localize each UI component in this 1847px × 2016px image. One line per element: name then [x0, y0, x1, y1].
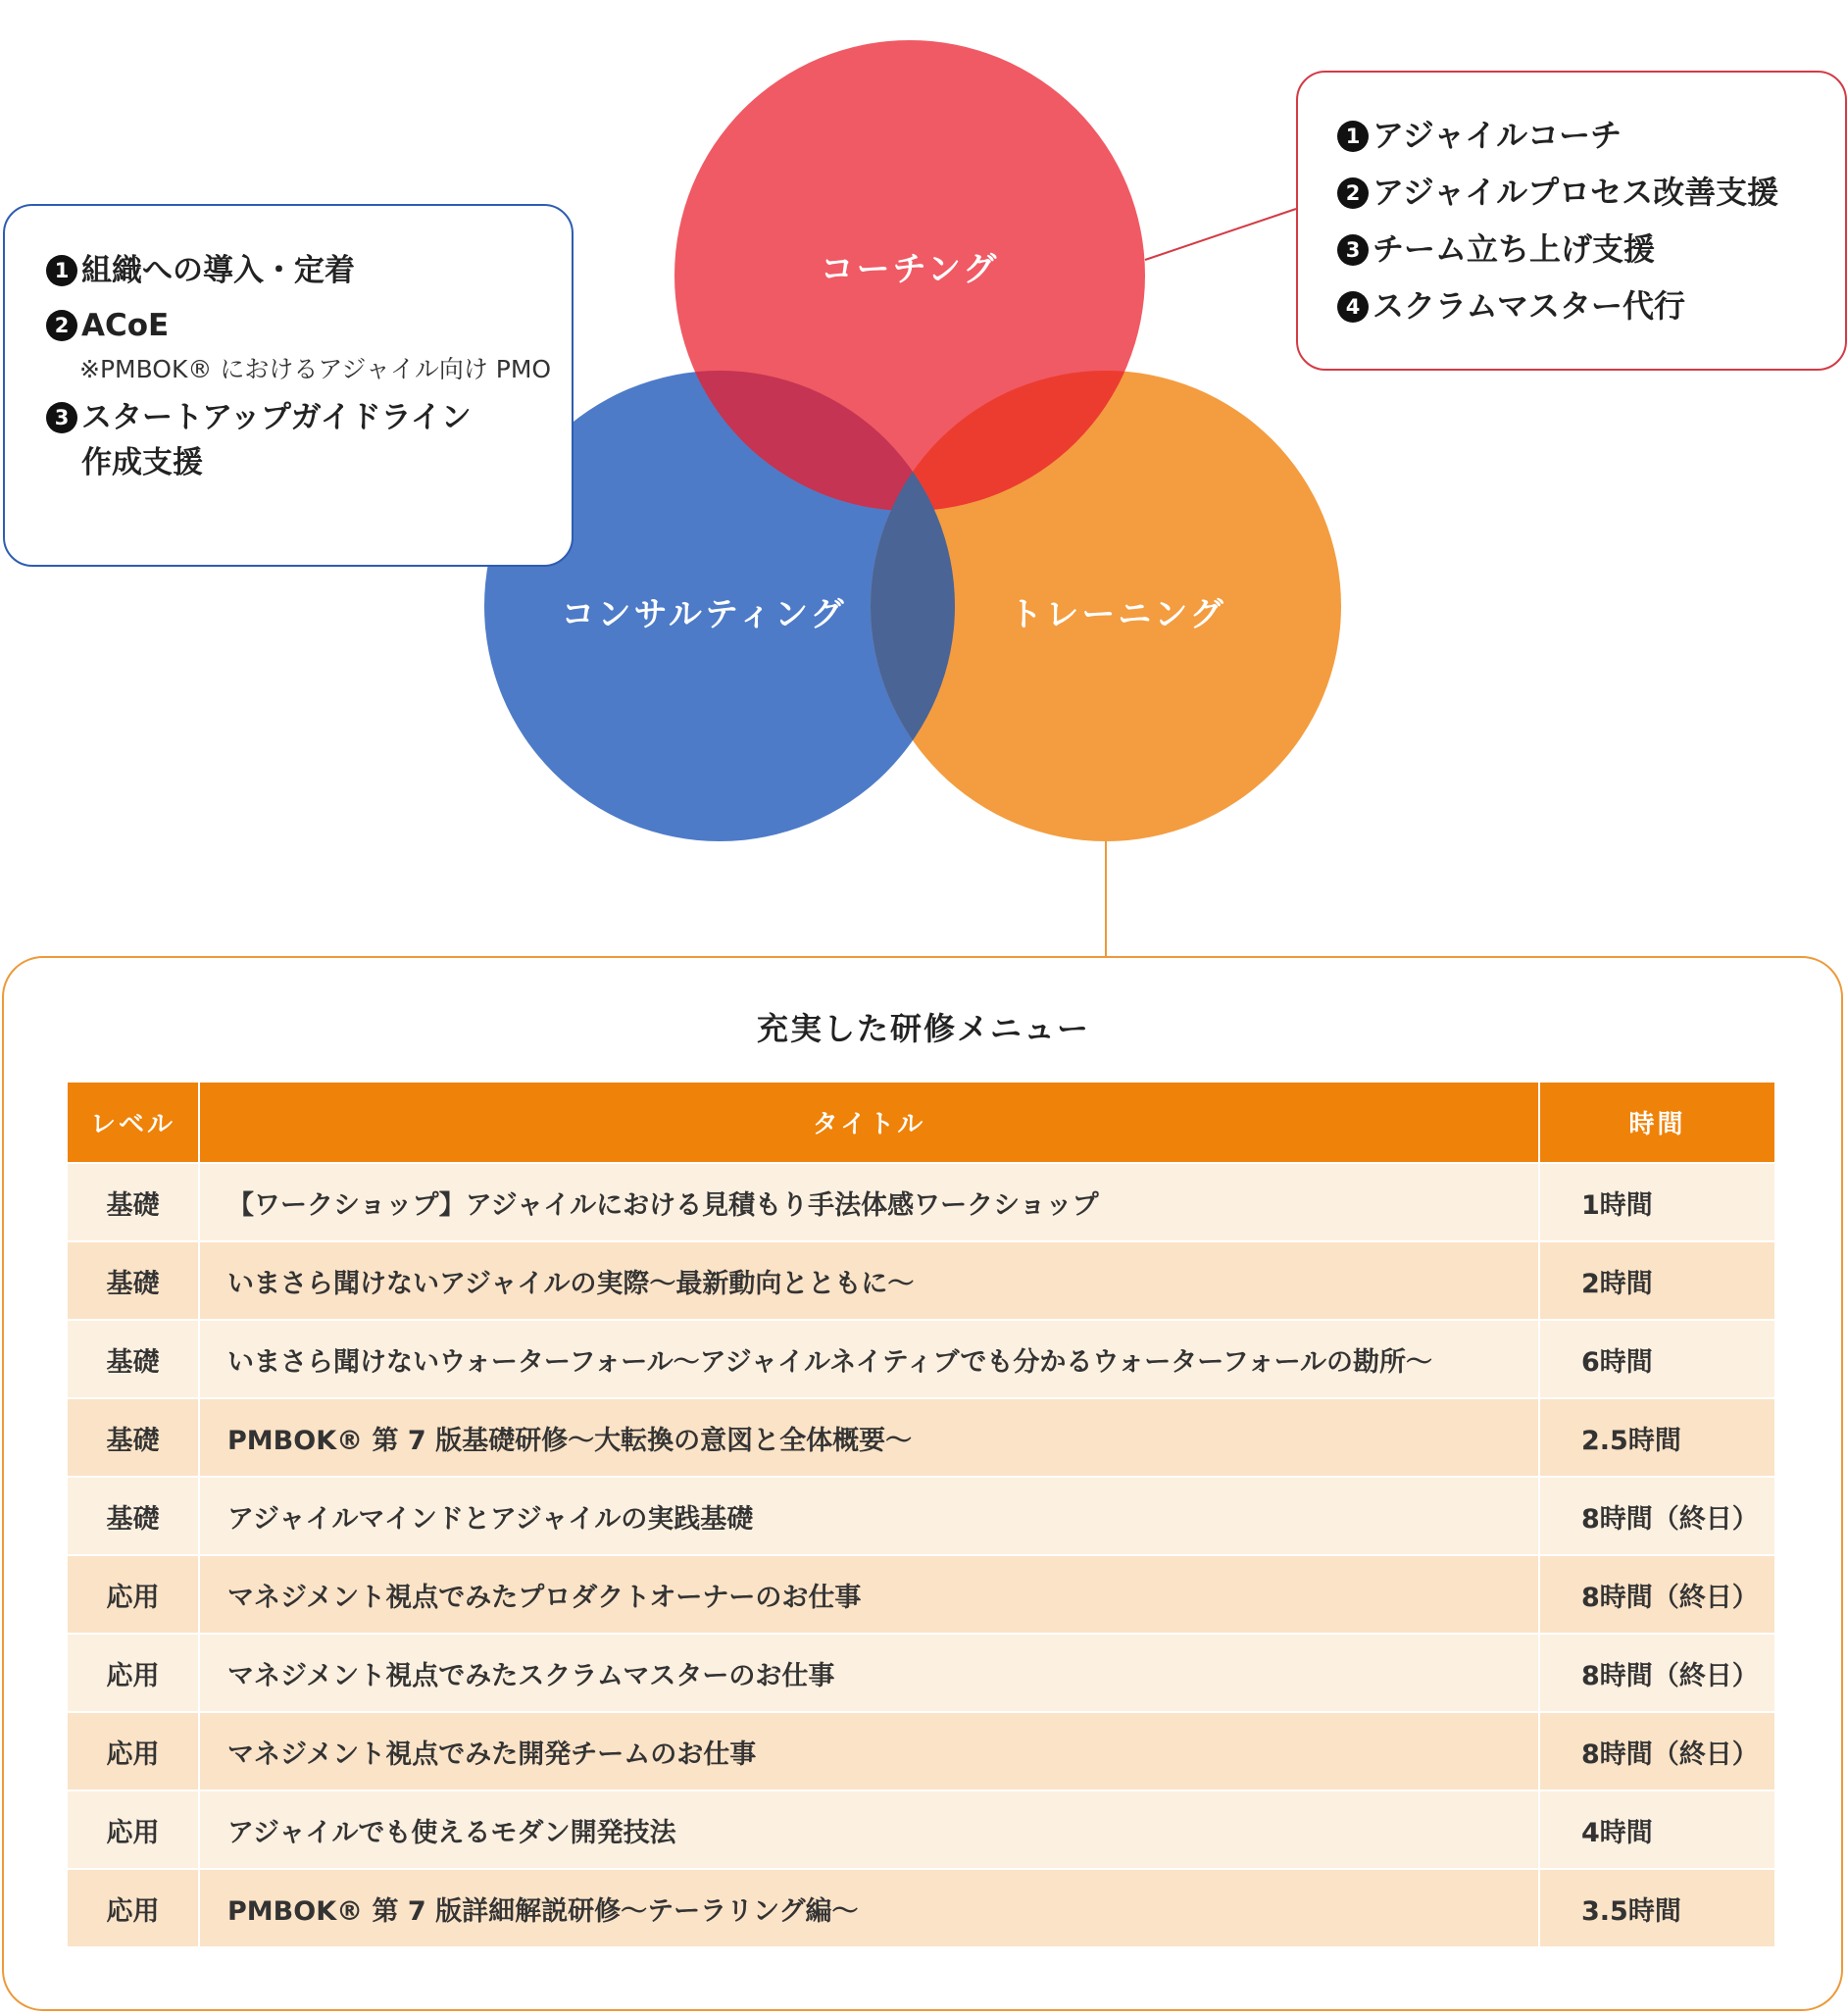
row-time: 8時間（終日）	[1539, 1712, 1774, 1790]
coaching-callout	[1296, 71, 1847, 371]
coaching-item-3-text: チーム立ち上げ支援	[1373, 230, 1656, 268]
training-label: トレーニング	[1009, 595, 1226, 634]
row-level: 基礎	[68, 1320, 199, 1398]
consulting-item-3-continuation: 作成支援	[81, 445, 203, 480]
row-level: 応用	[68, 1790, 199, 1869]
row-title: マネジメント視点でみたプロダクトオーナーのお仕事	[199, 1555, 1539, 1634]
coaching-item-1-text: アジャイルコーチ	[1373, 117, 1622, 154]
training-menu-title: 充実した研修メニュー	[756, 1010, 1090, 1047]
number-badge-icon: 2	[46, 310, 77, 341]
row-level: 基礎	[68, 1398, 199, 1477]
row-time: 8時間（終日）	[1539, 1634, 1774, 1712]
coaching-label: コーチング	[820, 250, 1000, 289]
row-level: 応用	[68, 1555, 199, 1634]
row-time: 2時間	[1539, 1241, 1774, 1320]
consulting-item-2	[46, 306, 572, 345]
column-header-time: 時間	[1539, 1083, 1774, 1163]
table-row	[68, 1398, 1774, 1477]
row-level: 応用	[68, 1869, 199, 1946]
table-row	[68, 1712, 1774, 1790]
coaching-item-1	[1337, 116, 1845, 155]
row-title: アジャイルマインドとアジャイルの実践基礎	[199, 1477, 1539, 1555]
coaching-connector-line	[1145, 209, 1296, 260]
training-menu-table	[68, 1083, 1774, 1946]
number-badge-icon: 1	[1337, 121, 1369, 152]
consulting-item-2-text: ACoE	[81, 308, 170, 343]
row-time: 3.5時間	[1539, 1869, 1774, 1946]
table-row	[68, 1241, 1774, 1320]
row-level: 基礎	[68, 1477, 199, 1555]
consulting-item-2-note: ※PMBOK® におけるアジャイル向け PMO	[79, 355, 552, 383]
table-row	[68, 1869, 1774, 1946]
number-badge-icon: 3	[46, 402, 77, 433]
row-level: 基礎	[68, 1241, 199, 1320]
table-row	[68, 1320, 1774, 1398]
row-level: 応用	[68, 1634, 199, 1712]
consulting-item-1-text: 組織への導入・定着	[81, 253, 355, 288]
number-badge-icon: 3	[1337, 234, 1369, 266]
row-time: 6時間	[1539, 1320, 1774, 1398]
row-title: マネジメント視点でみたスクラムマスターのお仕事	[199, 1634, 1539, 1712]
number-badge-icon: 1	[46, 255, 77, 286]
row-level: 応用	[68, 1712, 199, 1790]
table-row	[68, 1634, 1774, 1712]
table-row	[68, 1790, 1774, 1869]
number-badge-icon: 2	[1337, 177, 1369, 209]
row-time: 4時間	[1539, 1790, 1774, 1869]
consulting-item-1	[46, 251, 572, 290]
coaching-item-3	[1337, 229, 1845, 269]
row-time: 8時間（終日）	[1539, 1477, 1774, 1555]
number-badge-icon: 4	[1337, 291, 1369, 323]
row-time: 2.5時間	[1539, 1398, 1774, 1477]
table-header-row	[68, 1083, 1774, 1163]
consulting-item-3	[46, 398, 572, 437]
row-time: 8時間（終日）	[1539, 1555, 1774, 1634]
table-row	[68, 1555, 1774, 1634]
column-header-title: タイトル	[199, 1083, 1539, 1163]
row-time: 1時間	[1539, 1163, 1774, 1241]
consulting-label: コンサルティング	[561, 595, 847, 634]
coaching-item-4-text: スクラムマスター代行	[1373, 287, 1686, 325]
consulting-item-3-text: スタートアップガイドライン	[81, 400, 472, 435]
row-level: 基礎	[68, 1163, 199, 1241]
row-title: マネジメント視点でみた開発チームのお仕事	[199, 1712, 1539, 1790]
row-title: アジャイルでも使えるモダン開発技法	[199, 1790, 1539, 1869]
row-title: PMBOK® 第 7 版基礎研修〜大転換の意図と全体概要〜	[199, 1398, 1539, 1477]
table-row	[68, 1163, 1774, 1241]
column-header-level: レベル	[68, 1083, 199, 1163]
row-title: 【ワークショップ】アジャイルにおける見積もり手法体感ワークショップ	[199, 1163, 1539, 1241]
table-row	[68, 1477, 1774, 1555]
row-title: PMBOK® 第 7 版詳細解説研修〜テーラリング編〜	[199, 1869, 1539, 1946]
coaching-item-2-text: アジャイルプロセス改善支援	[1373, 174, 1779, 211]
coaching-item-2	[1337, 173, 1845, 212]
row-title: いまさら聞けないアジャイルの実際〜最新動向とともに〜	[199, 1241, 1539, 1320]
consulting-callout	[3, 204, 574, 567]
coaching-item-4	[1337, 286, 1845, 326]
row-title: いまさら聞けないウォーターフォール〜アジャイルネイティブでも分かるウォーターフォールの勘所〜	[199, 1320, 1539, 1398]
